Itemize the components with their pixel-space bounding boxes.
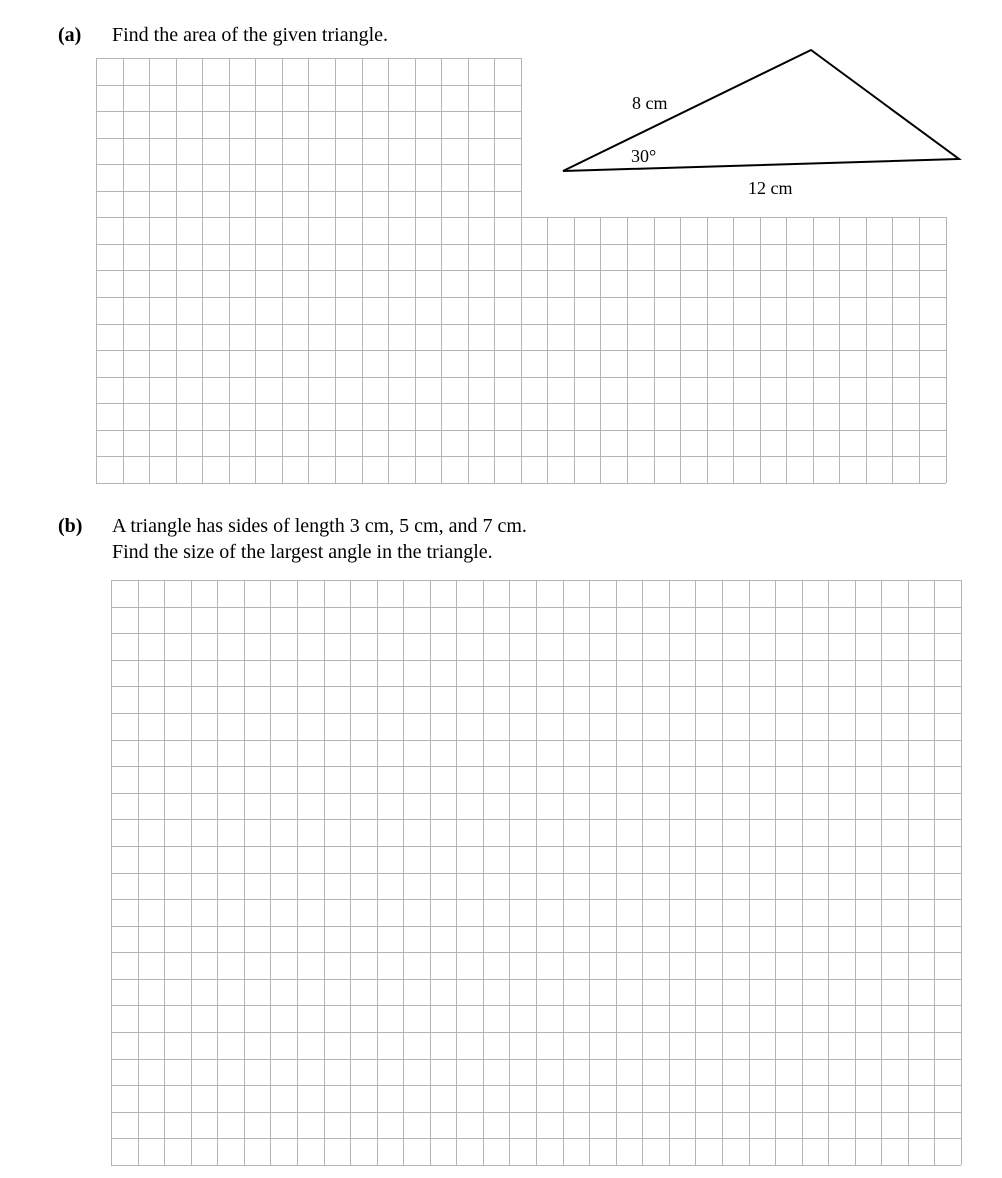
part-b-label: (b) bbox=[58, 515, 83, 537]
part-b-prompt-line-2: Find the size of the largest angle in the triangle. bbox=[112, 541, 493, 563]
part-b-prompt-line-1: A triangle has sides of length 3 cm, 5 cm, and 7 cm. bbox=[112, 515, 527, 537]
side-label-8cm: 8 cm bbox=[632, 93, 668, 113]
part-a-label: (a) bbox=[58, 24, 82, 46]
side-label-12cm: 12 cm bbox=[748, 178, 793, 198]
part-a-prompt: Find the area of the given triangle. bbox=[112, 24, 389, 46]
angle-label-30: 30° bbox=[631, 146, 657, 166]
